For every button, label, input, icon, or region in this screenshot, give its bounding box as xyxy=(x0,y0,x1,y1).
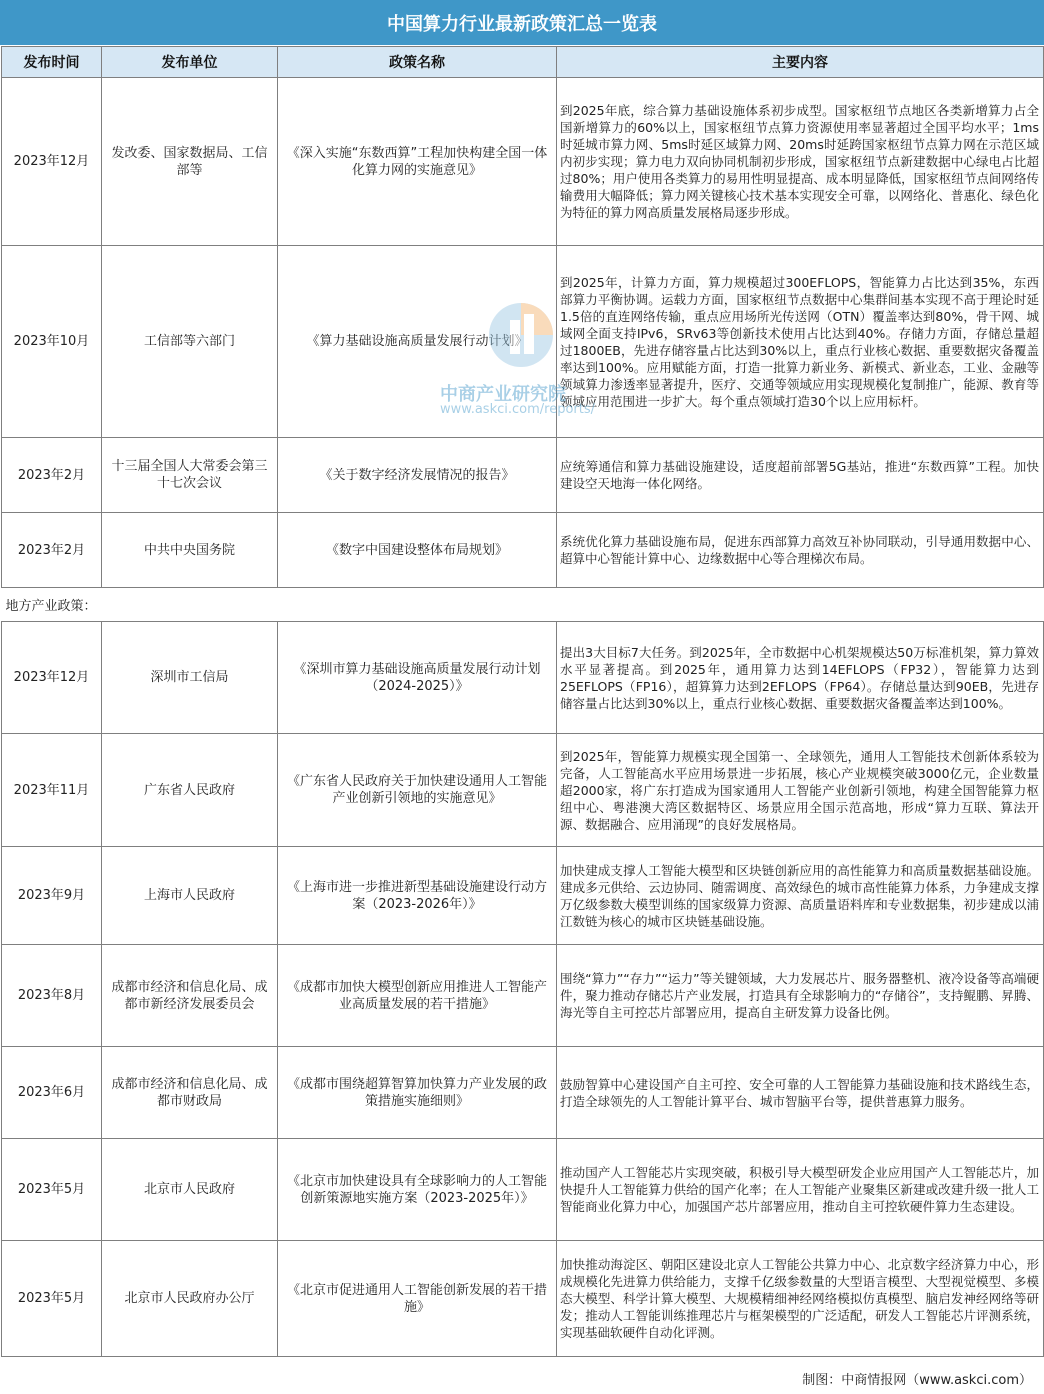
header-name: 政策名称 xyxy=(278,47,557,78)
cell-date: 2023年6月 xyxy=(2,1047,102,1139)
cell-content: 加快建成支撑人工智能大模型和区块链创新应用的高性能算力和高质量数据基础设施。建成多元供给、云边协同、随需调度、高效绿色的城市高性能算力体系，力争建成支撑万亿级参数大模型训练的国家级算力资源、高质量语料库和专业数据集，初步建成以浦江数链为核心的城市区块链基础设施。 xyxy=(557,847,1044,945)
cell-policy-name: 《深圳市算力基础设施高质量发展行动计划（2024-2025）》 xyxy=(278,622,557,734)
cell-policy-name: 《深入实施“东数西算”工程加快构建全国一体化算力网的实施意见》 xyxy=(278,78,557,246)
cell-policy-name: 《上海市进一步推进新型基础设施建设行动方案（2023-2026年）》 xyxy=(278,847,557,945)
table-row xyxy=(2,513,1044,588)
cell-date: 2023年2月 xyxy=(2,513,102,588)
cell-unit: 中共中央国务院 xyxy=(102,513,278,588)
cell-content: 提出3大目标7大任务。到2025年，全市数据中心机架规模达50万标准机架，算力算效水平显著提高。到2025年，通用算力达到14EFLOPS（FP32），智能算力达到25EFLOPS（FP16），超算算力达到2EFLOPS（FP64）。存储总量达到90EB，先进存储容量占比达到30%以上，重点行业核心数据、重要数据灾备覆盖率达到100%。 xyxy=(557,622,1044,734)
cell-unit: 工信部等六部门 xyxy=(102,246,278,438)
cell-date: 2023年12月 xyxy=(2,622,102,734)
header-date: 发布时间 xyxy=(2,47,102,78)
cell-date: 2023年5月 xyxy=(2,1241,102,1357)
cell-content: 到2025年，计算力方面，算力规模超过300EFLOPS，智能算力占比达到35%，东西部算力平衡协调。运载力方面，国家枢纽节点数据中心集群间基本实现不高于理论时延1.5倍的直连网络传输，重点应用场所光传送网（OTN）覆盖率达到80%，骨干网、城域网全面支持IPv6，SRv63等创新技术使用占比达到40%。存储力方面，存储总量超过1800EB，先进存储容量占比达到30%以上，重点行业核心数据、重要数据灾备覆盖率达到100%。应用赋能方面，打造一批算力新业务、新模式、新业态，工业、金融等领域算力渗透率显著提升，医疗、交通等领域应用实现规模化复制推广，能源、教育等领域应用范围进一步扩大。每个重点领域打造30个以上应用标杆。 xyxy=(557,246,1044,438)
cell-content: 系统优化算力基础设施布局，促进东西部算力高效互补协同联动，引导通用数据中心、超算中心智能计算中心、边缘数据中心等合理梯次布局。 xyxy=(557,513,1044,588)
table-row xyxy=(2,246,1044,438)
cell-date: 2023年12月 xyxy=(2,78,102,246)
table-row xyxy=(2,78,1044,246)
header-unit: 发布单位 xyxy=(102,47,278,78)
page-title: 中国算力行业最新政策汇总一览表 xyxy=(0,0,1044,45)
table-row xyxy=(2,945,1044,1047)
cell-policy-name: 《广东省人民政府关于加快建设通用人工智能产业创新引领地的实施意见》 xyxy=(278,734,557,847)
cell-date: 2023年2月 xyxy=(2,438,102,513)
table-row xyxy=(2,438,1044,513)
table-row xyxy=(2,847,1044,945)
section-row xyxy=(2,588,1044,622)
cell-policy-name: 《算力基础设施高质量发展行动计划》 xyxy=(278,246,557,438)
cell-unit: 十三届全国人大常委会第三十七次会议 xyxy=(102,438,278,513)
policy-table xyxy=(1,46,1044,1357)
table-row xyxy=(2,1241,1044,1357)
cell-unit: 成都市经济和信息化局、成都市新经济发展委员会 xyxy=(102,945,278,1047)
cell-unit: 发改委、国家数据局、工信部等 xyxy=(102,78,278,246)
cell-content: 加快推动海淀区、朝阳区建设北京人工智能公共算力中心、北京数字经济算力中心，形成规模化先进算力供给能力，支撑千亿级参数量的大型语言模型、大型视觉模型、多模态大模型、科学计算大模型、大规模精细神经网络模拟仿真模型、脑启发神经网络等研发；推动人工智能训练推理芯片与框架模型的广泛适配，研发人工智能芯片评测系统，实现基础软硬件自动化评测。 xyxy=(557,1241,1044,1357)
table-row xyxy=(2,1139,1044,1241)
cell-unit: 成都市经济和信息化局、成都市财政局 xyxy=(102,1047,278,1139)
table-header-row xyxy=(2,47,1044,78)
cell-content: 围绕“算力”“存力”“运力”等关键领域，大力发展芯片、服务器整机、液冷设备等高端硬件，聚力推动存储芯片产业发展，打造具有全球影响力的“存储谷”，支持鲲鹏、昇腾、海光等自主可控芯片部署应用，提高自主研发算力设备比例。 xyxy=(557,945,1044,1047)
cell-content: 到2025年底，综合算力基础设施体系初步成型。国家枢纽节点地区各类新增算力占全国新增算力的60%以上，国家枢纽节点算力资源使用率显著超过全国平均水平；1ms时延城市算力网、5ms时延区域算力网、20ms时延跨国家枢纽节点算力网在示范区域内初步实现；算力电力双向协同机制初步形成，国家枢纽节点新建数据中心绿电占比超过80%；用户使用各类算力的易用性明显提高、成本明显降低，国家枢纽节点间网络传输费用大幅降低；算力网关键核心技术基本实现安全可靠，以网络化、普惠化、绿色化为特征的算力网高质量发展格局逐步形成。 xyxy=(557,78,1044,246)
cell-policy-name: 《北京市促进通用人工智能创新发展的若干措施》 xyxy=(278,1241,557,1357)
cell-content: 到2025年，智能算力规模实现全国第一、全球领先，通用人工智能技术创新体系较为完备，人工智能高水平应用场景进一步拓展，核心产业规模突破3000亿元，企业数量超2000家，将广东打造成为国家通用人工智能产业创新引领地，构建全国智能算力枢纽中心、粤港澳大湾区数据特区、场景应用全国示范高地，形成“算力互联、算法开源、数据融合、应用涌现”的良好发展格局。 xyxy=(557,734,1044,847)
cell-unit: 上海市人民政府 xyxy=(102,847,278,945)
cell-date: 2023年10月 xyxy=(2,246,102,438)
table-row xyxy=(2,622,1044,734)
cell-date: 2023年9月 xyxy=(2,847,102,945)
cell-unit: 广东省人民政府 xyxy=(102,734,278,847)
cell-unit: 深圳市工信局 xyxy=(102,622,278,734)
header-content: 主要内容 xyxy=(557,47,1044,78)
table-row xyxy=(2,734,1044,847)
cell-policy-name: 《成都市加快大模型创新应用推进人工智能产业高质量发展的若干措施》 xyxy=(278,945,557,1047)
watermark-url: www.askci.com/reports/ xyxy=(440,402,595,417)
watermark-brand: 中商产业研究院 xyxy=(440,384,566,405)
cell-policy-name: 《数字中国建设整体布局规划》 xyxy=(278,513,557,588)
cell-content: 应统筹通信和算力基础设施建设，适度超前部署5G基站，推进“东数西算”工程。加快建设空天地海一体化网络。 xyxy=(557,438,1044,513)
cell-content: 鼓励智算中心建设国产自主可控、安全可靠的人工智能算力基础设施和技术路线生态，打造全球领先的人工智能计算平台、城市智脑平台等，提供普惠算力服务。 xyxy=(557,1047,1044,1139)
cell-unit: 北京市人民政府办公厅 xyxy=(102,1241,278,1357)
section-label: 地方产业政策： xyxy=(2,588,1044,622)
cell-policy-name: 《北京市加快建设具有全球影响力的人工智能创新策源地实施方案（2023-2025年）》 xyxy=(278,1139,557,1241)
cell-date: 2023年11月 xyxy=(2,734,102,847)
table-row xyxy=(2,1047,1044,1139)
footer-credit: 制图：中商情报网（www.askci.com） xyxy=(802,1372,1032,1388)
cell-policy-name: 《成都市围绕超算智算加快算力产业发展的政策措施实施细则》 xyxy=(278,1047,557,1139)
cell-content: 推动国产人工智能芯片实现突破，积极引导大模型研发企业应用国产人工智能芯片，加快提升人工智能算力供给的国产化率；在人工智能产业聚集区新建或改建升级一批人工智能商业化算力中心，加强国产芯片部署应用，推动自主可控软硬件算力生态建设。 xyxy=(557,1139,1044,1241)
cell-unit: 北京市人民政府 xyxy=(102,1139,278,1241)
cell-date: 2023年5月 xyxy=(2,1139,102,1241)
cell-policy-name: 《关于数字经济发展情况的报告》 xyxy=(278,438,557,513)
cell-date: 2023年8月 xyxy=(2,945,102,1047)
